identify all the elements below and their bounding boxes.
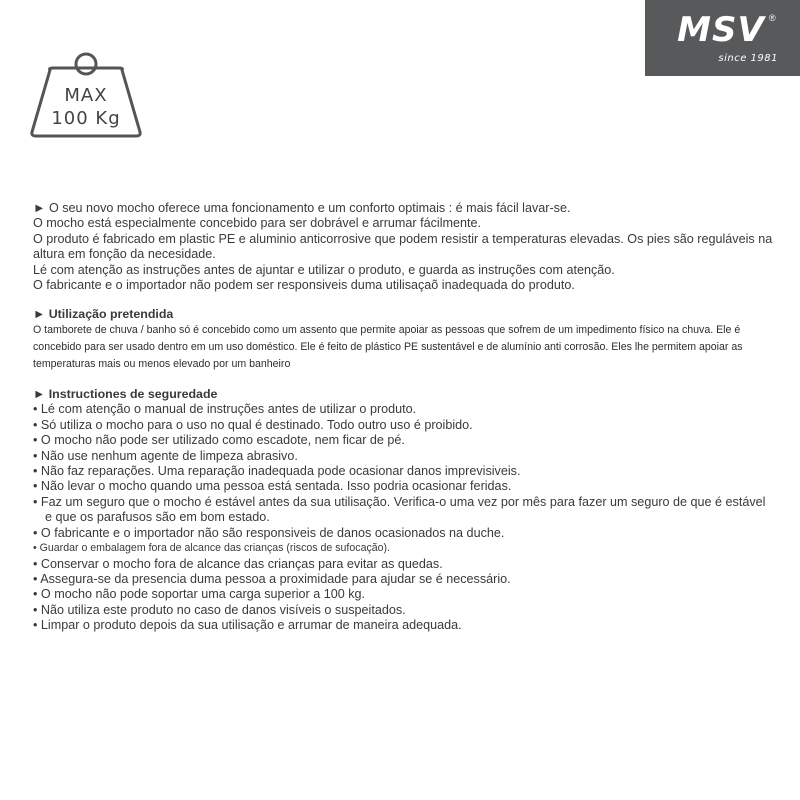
safety-item: • Não levar o mocho quando uma pessoa está sentada. Isso podria ocasionar feridas. [33, 479, 512, 494]
weight-value-label: 100 Kg [51, 108, 121, 129]
brand-name: MSV [677, 10, 765, 50]
safety-item: • O mocho não pode ser utilizado como escadote, nem ficar de pé. [33, 433, 405, 448]
intended-use-title: ► Utilização pretendida [33, 307, 174, 322]
registered-mark: ® [769, 13, 776, 23]
safety-item: • O fabricante e o importador não são responsiveis de danos ocasionados na duche. [33, 525, 505, 540]
intro-line: ► O seu novo mocho oferece uma foncionamento e um conforto optimais : é mais fácil lavar-se. [33, 201, 571, 215]
brand-since: since 1981 [718, 53, 778, 64]
safety-item: • Só utiliza o mocho para o uso no qual é destinado. Todo outro uso é proibido. [33, 417, 473, 432]
intro-line: Lé com atenção as instruções antes de ajuntar e utilizar o produto, e guarda as instruções com atenção. [33, 262, 615, 277]
safety-title: ► Instructiones de seguredade [33, 387, 218, 402]
intro-line: O produto é fabricado em plastic PE e aluminio anticorrosive que podem resistir a temperaturas elevadas. Os pies são reguláveis na altura em fonção da necesidade. [33, 231, 773, 262]
safety-item: • Guardar o embalagem fora de alcance das crianças (riscos de sufocação). [33, 542, 391, 555]
instructions-body [33, 201, 773, 634]
intended-use-text: O tamborete de chuva / banho só é concebido como um assento que permite apoiar as pessoas que sofrem de um impedimento físico na chuva. Ele é concebido para ser usado dentro em um uso doméstico. Ele é feito de plástico PE sustentável e de alumínio anti corrosão. Eles lhe permitem apoiar as temperaturas mais ou menos elevado por um banheiro [33, 324, 743, 371]
safety-item: • Faz um seguro que o mocho é estável antes da sua utilisação. Verifica-o uma vez por mês para fazer um seguro de que é estável e que os parafusos são em bom estado. [33, 494, 766, 525]
safety-item: • Não use nenhum agente de limpeza abrasivo. [33, 448, 298, 463]
safety-item: • Assegura-se da presencia duma pessoa a proximidade para ajudar se é necessário. [33, 571, 511, 586]
intro-line: O mocho está especialmente concebido para ser dobrável e arrumar fácilmente. [33, 216, 482, 231]
safety-item: • Limpar o produto depois da sua utilisação e arrumar de maneira adequada. [33, 618, 462, 633]
safety-item: • O mocho não pode soportar uma carga superior a 100 kg. [33, 587, 366, 602]
max-weight-icon [30, 44, 142, 140]
safety-item: • Não faz reparações. Uma reparação inadequada pode ocasionar danos imprevisiveis. [33, 464, 521, 479]
safety-item: • Não utiliza este produto no caso de danos visíveis o suspeitados. [33, 602, 406, 617]
safety-item: • Lé com atenção o manual de instruções antes de utilizar o produto. [33, 402, 417, 417]
weight-max-label: MAX [64, 85, 108, 106]
intro-line: O fabricante e o importador não podem ser responsiveis duma utilisaçaõ inadequada do produto. [33, 278, 575, 293]
brand-logo [645, 0, 800, 76]
safety-item: • Conservar o mocho fora de alcance das crianças para evitar as quedas. [33, 556, 443, 571]
